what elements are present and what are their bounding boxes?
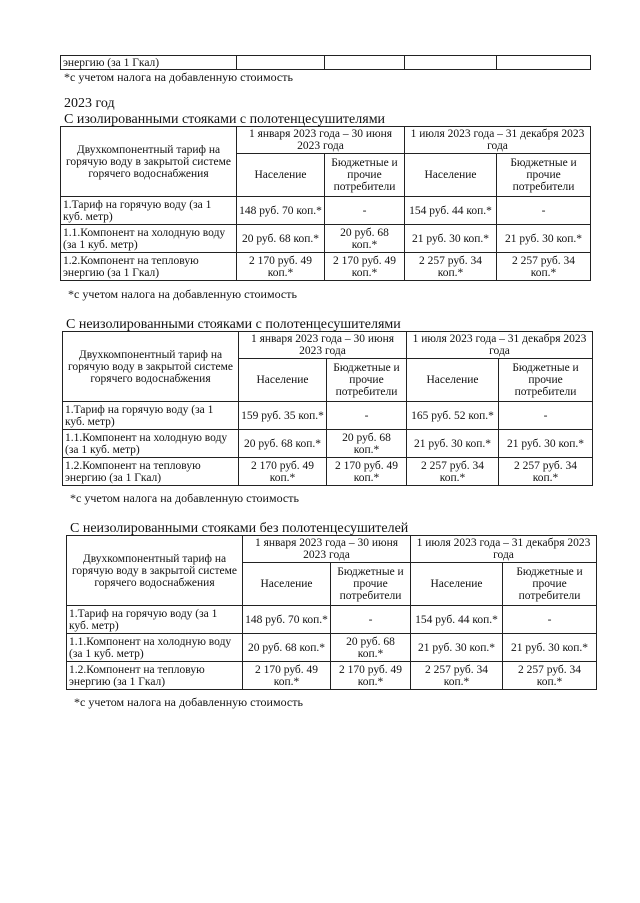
period-header-1: 1 января 2023 года – 30 июня 2023 года bbox=[239, 332, 407, 359]
cell-value: 2 170 руб. 49 коп.* bbox=[327, 458, 407, 486]
cell-value: 2 170 руб. 49 коп.* bbox=[239, 458, 327, 486]
row-label: 1.Тариф на горячую воду (за 1 куб. метр) bbox=[61, 197, 237, 225]
corner-header: Двухкомпонентный тариф на горячую воду в закрытой системе горячего водоснабжения bbox=[61, 127, 237, 197]
cell-value: 20 руб. 68 коп.* bbox=[237, 225, 325, 253]
col-population: Население bbox=[407, 359, 499, 402]
period-header-2: 1 июля 2023 года – 31 декабря 2023 года bbox=[407, 332, 593, 359]
cell-value: 148 руб. 70 коп.* bbox=[243, 606, 331, 634]
row-label: 1.1.Компонент на холодную воду (за 1 куб. метр) bbox=[67, 634, 243, 662]
table-row bbox=[63, 402, 593, 430]
cell-value: 165 руб. 52 коп.* bbox=[407, 402, 499, 430]
table-row bbox=[61, 225, 591, 253]
col-budget: Бюджетные и прочие потребители bbox=[325, 154, 405, 197]
cell-value: 154 руб. 44 коп.* bbox=[411, 606, 503, 634]
cell-value: 21 руб. 30 коп.* bbox=[405, 225, 497, 253]
cell-value: 2 257 руб. 34 коп.* bbox=[499, 458, 593, 486]
period-header-2: 1 июля 2023 года – 31 декабря 2023 года bbox=[405, 127, 591, 154]
table-row bbox=[63, 458, 593, 486]
cell-value: - bbox=[327, 402, 407, 430]
table-row bbox=[63, 430, 593, 458]
cell-value: - bbox=[331, 606, 411, 634]
prev-table-fragment bbox=[60, 55, 591, 70]
cell-value: 21 руб. 30 коп.* bbox=[407, 430, 499, 458]
cell-value: 20 руб. 68 коп.* bbox=[239, 430, 327, 458]
cell-value: - bbox=[503, 606, 597, 634]
table-row bbox=[67, 606, 597, 634]
cell-value: 2 257 руб. 34 коп.* bbox=[411, 662, 503, 690]
row-label: 1.2.Компонент на тепловую энергию (за 1 Гкал) bbox=[63, 458, 239, 486]
col-population: Население bbox=[405, 154, 497, 197]
corner-header: Двухкомпонентный тариф на горячую воду в закрытой системе горячего водоснабжения bbox=[63, 332, 239, 402]
col-population: Население bbox=[243, 563, 331, 606]
cell-value: 2 257 руб. 34 коп.* bbox=[405, 253, 497, 281]
col-population: Население bbox=[239, 359, 327, 402]
row-label: 1.Тариф на горячую воду (за 1 куб. метр) bbox=[63, 402, 239, 430]
year-heading: 2023 год bbox=[64, 96, 115, 111]
prev-row-label: энергию (за 1 Гкал) bbox=[61, 56, 237, 70]
period-header-1: 1 января 2023 года – 30 июня 2023 года bbox=[237, 127, 405, 154]
cell-value: 20 руб. 68 коп.* bbox=[331, 634, 411, 662]
cell-value: - bbox=[499, 402, 593, 430]
col-budget: Бюджетные и прочие потребители bbox=[503, 563, 597, 606]
tariff-table-1 bbox=[60, 126, 591, 281]
cell-value: 20 руб. 68 коп.* bbox=[325, 225, 405, 253]
row-label: 1.1.Компонент на холодную воду (за 1 куб. метр) bbox=[63, 430, 239, 458]
row-label: 1.Тариф на горячую воду (за 1 куб. метр) bbox=[67, 606, 243, 634]
cell-value: 20 руб. 68 коп.* bbox=[243, 634, 331, 662]
section-title-2: С неизолированными стояками с полотенцесушителями bbox=[66, 317, 401, 332]
section-title-1: С изолированными стояками с полотенцесушителями bbox=[64, 112, 386, 127]
prev-footnote: *с учетом налога на добавленную стоимость bbox=[64, 70, 293, 84]
col-budget: Бюджетные и прочие потребители bbox=[331, 563, 411, 606]
section-title-3: С неизолированными стояками без полотенцесушителей bbox=[70, 521, 409, 536]
footnote-1: *с учетом налога на добавленную стоимость bbox=[68, 287, 297, 301]
cell-value: 21 руб. 30 коп.* bbox=[499, 430, 593, 458]
cell-value: 21 руб. 30 коп.* bbox=[411, 634, 503, 662]
cell-value: 154 руб. 44 коп.* bbox=[405, 197, 497, 225]
cell-value: 21 руб. 30 коп.* bbox=[497, 225, 591, 253]
cell-value: 20 руб. 68 коп.* bbox=[327, 430, 407, 458]
table-row bbox=[61, 253, 591, 281]
row-label: 1.1.Компонент на холодную воду (за 1 куб. метр) bbox=[61, 225, 237, 253]
period-header-1: 1 января 2023 года – 30 июня 2023 года bbox=[243, 536, 411, 563]
cell-value: 2 170 руб. 49 коп.* bbox=[243, 662, 331, 690]
col-budget: Бюджетные и прочие потребители bbox=[327, 359, 407, 402]
cell-value: 2 257 руб. 34 коп.* bbox=[503, 662, 597, 690]
cell-value: 2 170 руб. 49 коп.* bbox=[237, 253, 325, 281]
col-population: Население bbox=[411, 563, 503, 606]
cell-value: - bbox=[325, 197, 405, 225]
cell-value: 2 257 руб. 34 коп.* bbox=[407, 458, 499, 486]
cell-value: 2 257 руб. 34 коп.* bbox=[497, 253, 591, 281]
table-row bbox=[61, 197, 591, 225]
table-row bbox=[67, 662, 597, 690]
footnote-3: *с учетом налога на добавленную стоимость bbox=[74, 695, 303, 709]
tariff-table-3 bbox=[66, 535, 597, 690]
cell-value: - bbox=[497, 197, 591, 225]
footnote-2: *с учетом налога на добавленную стоимость bbox=[70, 491, 299, 505]
cell-value: 2 170 руб. 49 коп.* bbox=[331, 662, 411, 690]
col-budget: Бюджетные и прочие потребители bbox=[499, 359, 593, 402]
table-row bbox=[67, 634, 597, 662]
tariff-table-2 bbox=[62, 331, 593, 486]
corner-header: Двухкомпонентный тариф на горячую воду в закрытой системе горячего водоснабжения bbox=[67, 536, 243, 606]
row-label: 1.2.Компонент на тепловую энергию (за 1 Гкал) bbox=[67, 662, 243, 690]
cell-value: 159 руб. 35 коп.* bbox=[239, 402, 327, 430]
row-label: 1.2.Компонент на тепловую энергию (за 1 Гкал) bbox=[61, 253, 237, 281]
cell-value: 2 170 руб. 49 коп.* bbox=[325, 253, 405, 281]
cell-value: 148 руб. 70 коп.* bbox=[237, 197, 325, 225]
col-population: Население bbox=[237, 154, 325, 197]
period-header-2: 1 июля 2023 года – 31 декабря 2023 года bbox=[411, 536, 597, 563]
col-budget: Бюджетные и прочие потребители bbox=[497, 154, 591, 197]
cell-value: 21 руб. 30 коп.* bbox=[503, 634, 597, 662]
